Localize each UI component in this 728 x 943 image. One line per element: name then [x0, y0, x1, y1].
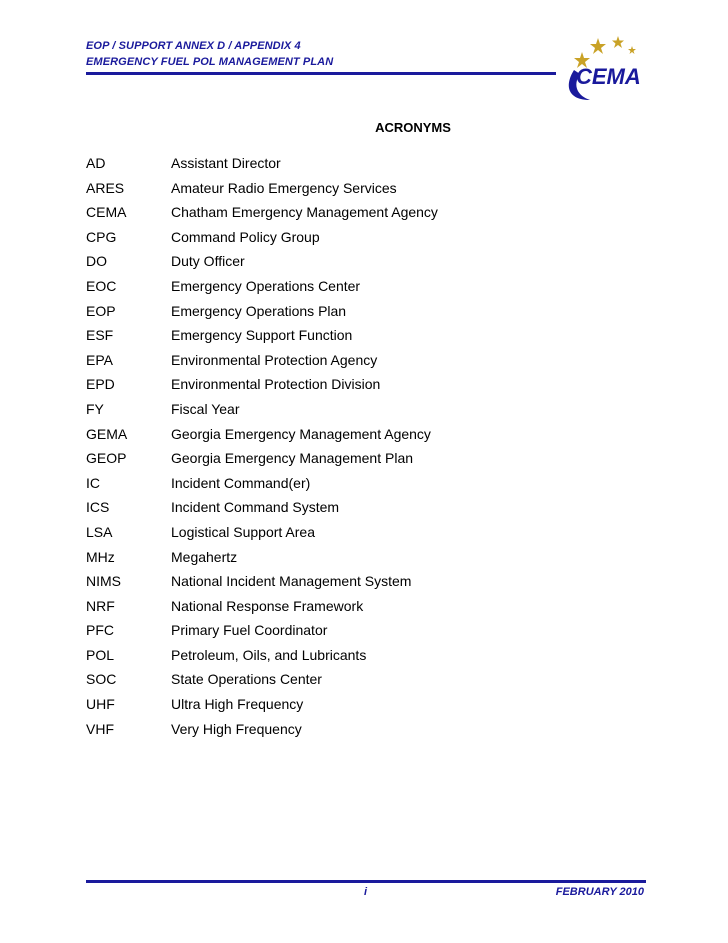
- acronym-row: [86, 520, 438, 545]
- acronym-definition: Ultra High Frequency: [171, 696, 304, 713]
- acronym-row: [86, 569, 438, 594]
- acronym-abbr: POL: [86, 646, 115, 663]
- acronym-abbr: VHF: [86, 720, 114, 737]
- acronym-abbr: GEOP: [86, 450, 127, 467]
- star-icon: [628, 46, 636, 54]
- acronym-row: [86, 594, 438, 619]
- acronym-abbr: NIMS: [86, 573, 121, 590]
- acronym-definition: Fiscal Year: [171, 400, 240, 417]
- acronym-definition: Amateur Radio Emergency Services: [171, 179, 397, 196]
- acronym-row: [86, 397, 438, 422]
- acronym-row: [86, 299, 438, 324]
- acronym-abbr: MHz: [86, 548, 115, 565]
- acronym-abbr: LSA: [86, 523, 113, 540]
- acronym-abbr: CEMA: [86, 204, 127, 221]
- cema-logo: [560, 34, 650, 104]
- page-title: ACRONYMS: [375, 120, 451, 135]
- acronym-abbr: ARES: [86, 179, 125, 196]
- acronym-row: [86, 249, 438, 274]
- acronym-list: [86, 151, 438, 741]
- acronym-definition: Incident Command System: [171, 499, 340, 516]
- acronym-definition: Chatham Emergency Management Agency: [171, 204, 438, 221]
- acronym-definition: Emergency Support Function: [171, 327, 353, 344]
- acronym-definition: Georgia Emergency Management Agency: [171, 425, 431, 442]
- acronym-abbr: DO: [86, 253, 107, 270]
- star-icon: [590, 38, 606, 54]
- acronym-row: [86, 225, 438, 250]
- acronym-definition: Assistant Director: [171, 155, 281, 171]
- acronym-row: [86, 618, 438, 643]
- acronym-definition: State Operations Center: [171, 671, 322, 688]
- header-line-2: EMERGENCY FUEL POL MANAGEMENT PLAN: [86, 56, 334, 68]
- acronym-abbr: GEMA: [86, 425, 128, 442]
- acronym-row: [86, 151, 438, 176]
- footer-date: FEBRUARY 2010: [555, 886, 644, 898]
- acronym-row: [86, 348, 438, 373]
- logo-text: CEMA: [576, 64, 641, 89]
- acronym-abbr: IC: [86, 474, 100, 491]
- acronym-definition: National Incident Management System: [171, 573, 412, 590]
- page-title-row: [0, 120, 728, 135]
- acronym-definition: Georgia Emergency Management Plan: [171, 450, 414, 467]
- acronym-definition: Very High Frequency: [171, 720, 302, 737]
- acronym-abbr: NRF: [86, 597, 115, 614]
- acronym-row: [86, 495, 438, 520]
- acronym-definition: Environmental Protection Division: [171, 376, 381, 393]
- acronym-abbr: CPG: [86, 228, 117, 245]
- acronym-row: [86, 643, 438, 668]
- acronym-row: [86, 471, 438, 496]
- acronym-abbr: EOC: [86, 277, 117, 294]
- acronym-abbr: EPA: [86, 351, 113, 368]
- acronym-row: [86, 667, 438, 692]
- acronym-definition: Environmental Protection Agency: [171, 351, 378, 368]
- acronym-definition: National Response Framework: [171, 597, 364, 614]
- acronym-definition: Megahertz: [171, 548, 238, 565]
- acronym-abbr: AD: [86, 155, 106, 171]
- acronym-definition: Petroleum, Oils, and Lubricants: [171, 646, 367, 663]
- page-number: i: [364, 886, 368, 898]
- acronym-definition: Command Policy Group: [171, 228, 320, 245]
- acronym-definition: Emergency Operations Center: [171, 277, 361, 294]
- acronym-row: [86, 692, 438, 717]
- acronym-row: [86, 545, 438, 570]
- acronym-row: [86, 323, 438, 348]
- acronym-definition: Incident Command(er): [171, 474, 311, 491]
- footer-rule: [86, 880, 646, 883]
- acronym-abbr: SOC: [86, 671, 117, 688]
- acronym-abbr: EPD: [86, 376, 115, 393]
- acronym-row: [86, 200, 438, 225]
- acronym-row: [86, 372, 438, 397]
- acronym-row: [86, 274, 438, 299]
- header-rule: [86, 72, 556, 75]
- acronym-abbr: UHF: [86, 696, 115, 713]
- acronym-definition: Logistical Support Area: [171, 523, 315, 540]
- acronym-definition: Primary Fuel Coordinator: [171, 622, 328, 639]
- acronym-abbr: PFC: [86, 622, 114, 639]
- acronym-abbr: FY: [86, 400, 104, 417]
- acronym-row: [86, 717, 438, 742]
- acronym-definition: Emergency Operations Plan: [171, 302, 347, 319]
- header-line-1: EOP / SUPPORT ANNEX D / APPENDIX 4: [86, 40, 301, 52]
- star-icon: [612, 36, 624, 48]
- acronym-abbr: ICS: [86, 499, 110, 516]
- acronym-definition: Duty Officer: [171, 253, 245, 270]
- acronym-abbr: ESF: [86, 327, 114, 344]
- acronym-abbr: EOP: [86, 302, 116, 319]
- acronym-row: [86, 422, 438, 447]
- acronym-row: [86, 176, 438, 201]
- acronym-row: [86, 446, 438, 471]
